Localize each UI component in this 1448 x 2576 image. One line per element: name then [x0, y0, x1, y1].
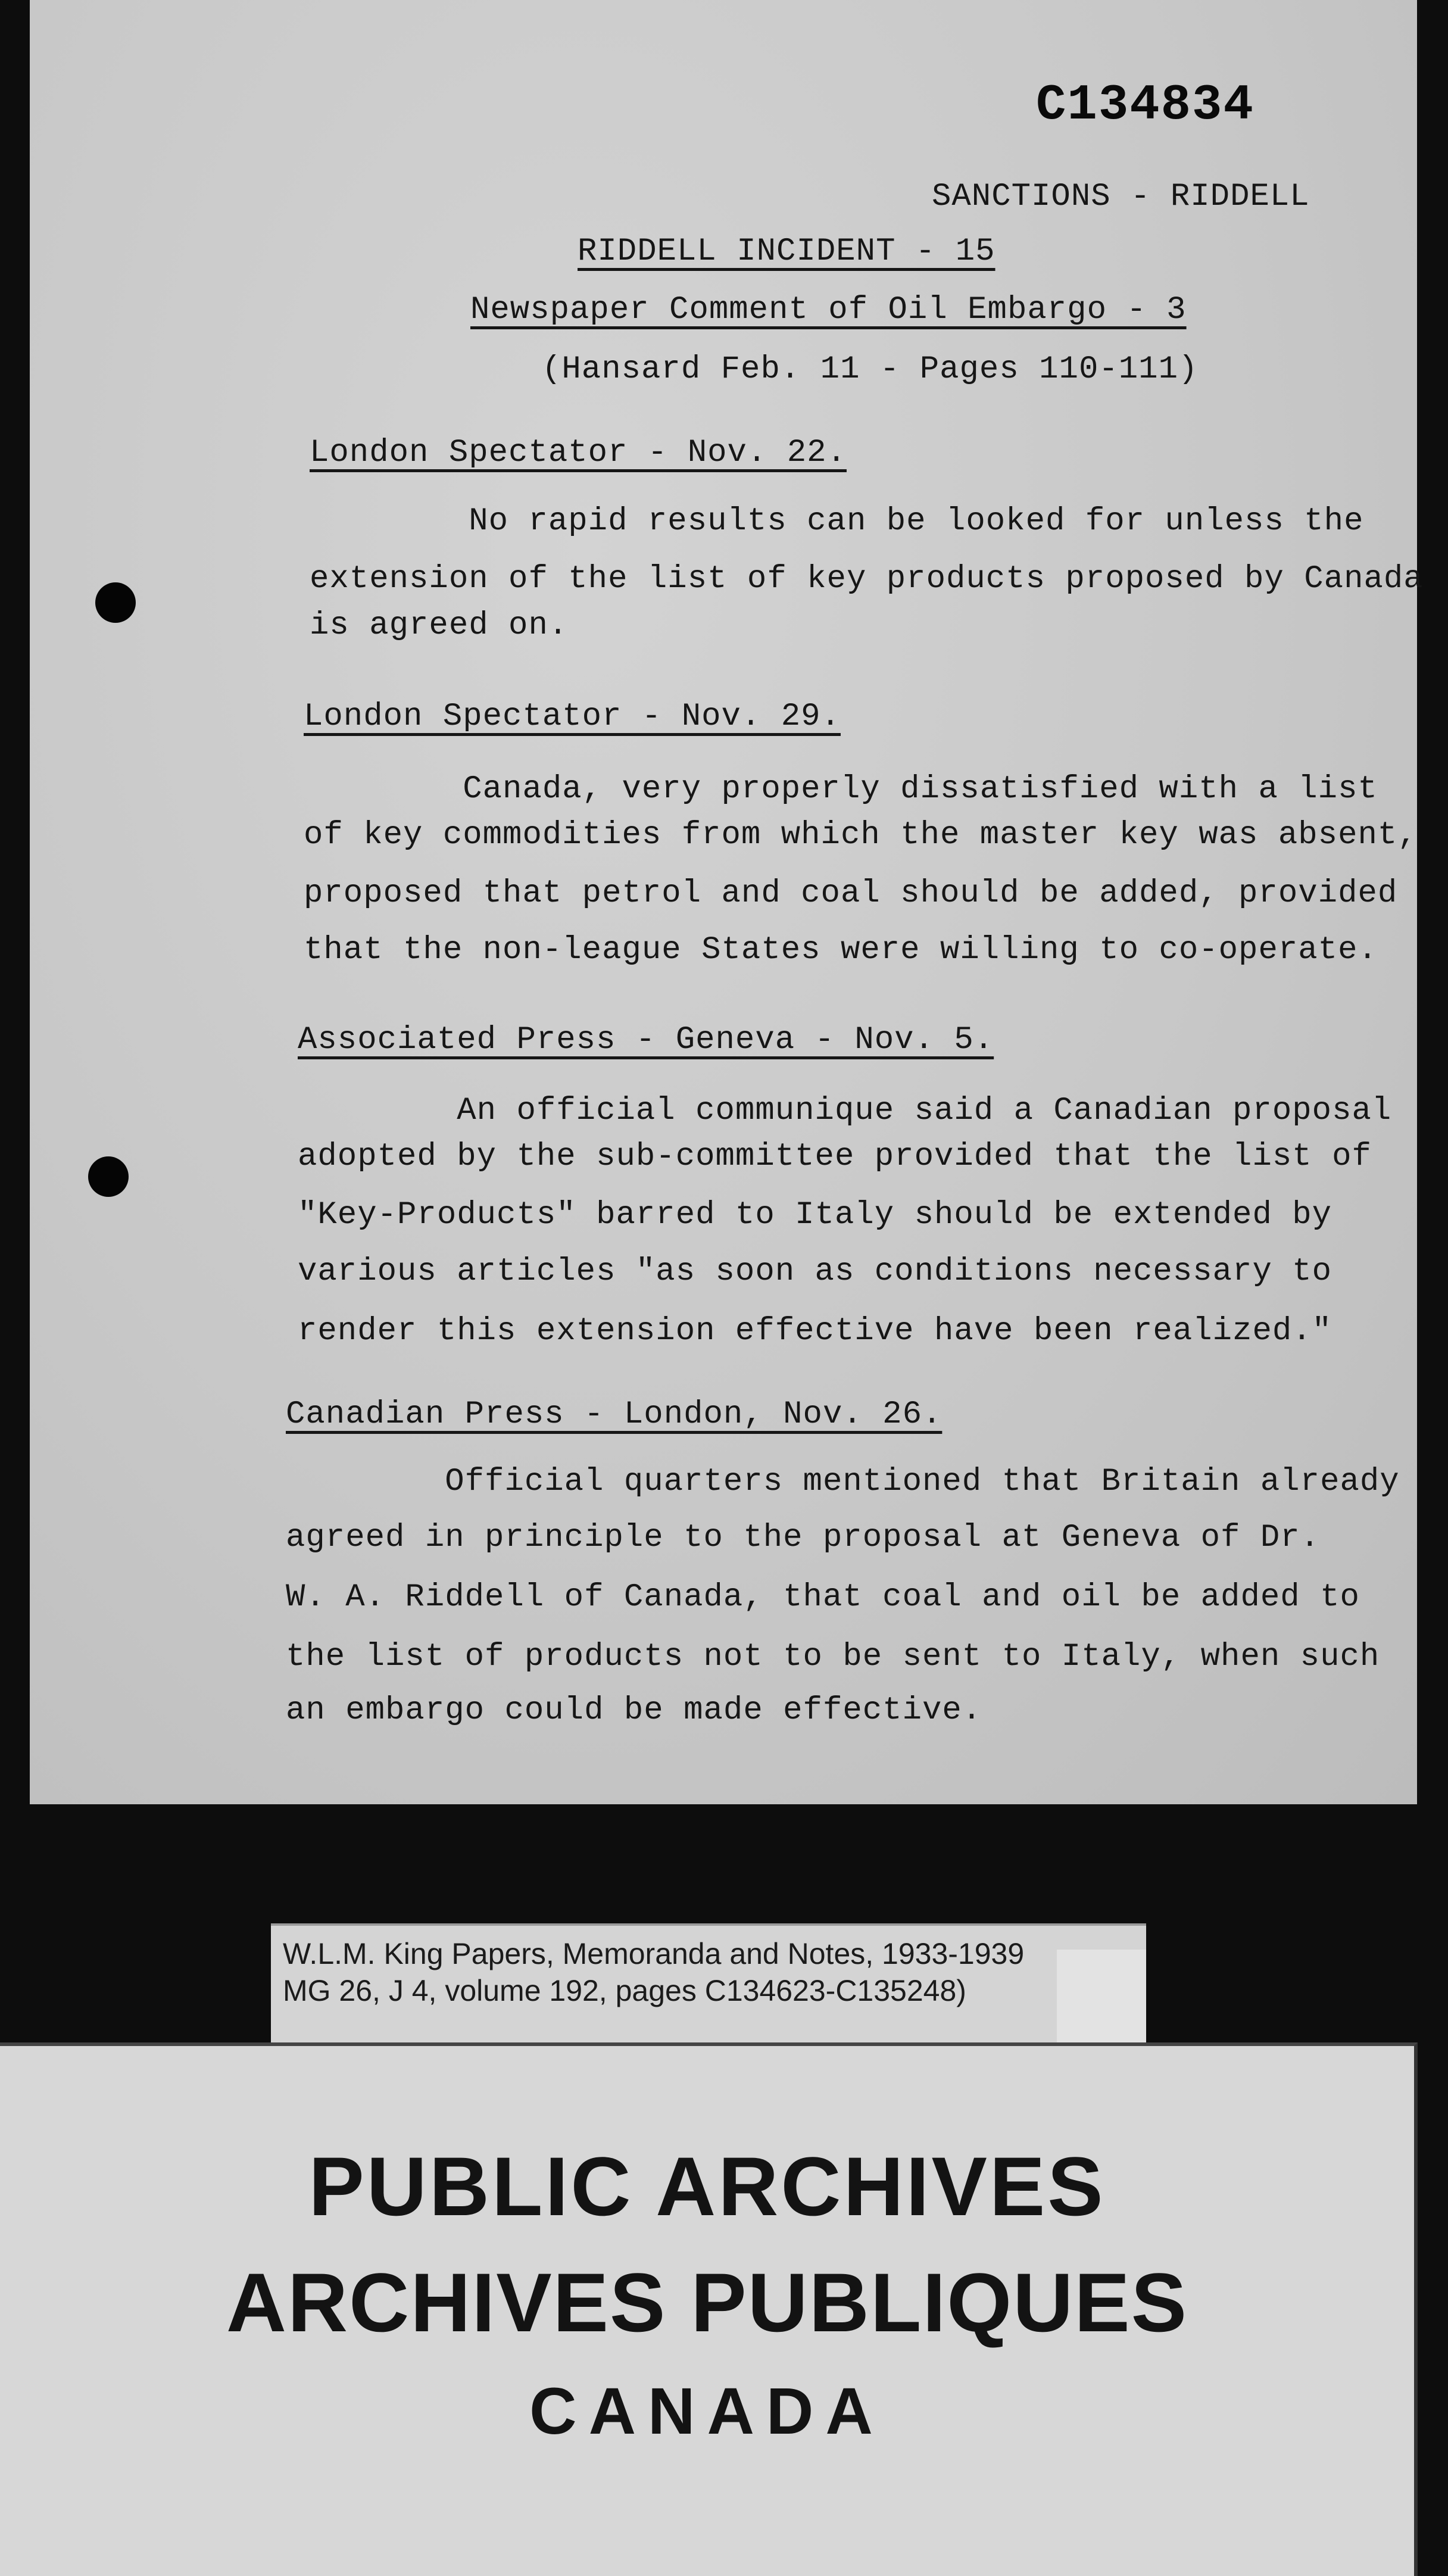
section-line: that the non-league States were willing to co-operate.	[304, 932, 1378, 968]
section-line: is agreed on.	[310, 607, 569, 644]
section-heading: Canadian Press - London, Nov. 26.	[286, 1396, 943, 1433]
archive-label-line: W.L.M. King Papers, Memoranda and Notes, 1933-1939	[283, 1937, 1025, 1970]
section-line: agreed in principle to the proposal at Geneva of Dr.	[286, 1520, 1321, 1556]
section-line: "Key-Products" barred to Italy should be extended by	[298, 1197, 1332, 1233]
document-page	[30, 0, 1424, 1804]
card-title-canada: CANADA	[529, 2375, 885, 2448]
section-line: No rapid results can be looked for unless the	[310, 503, 1364, 539]
punch-hole	[88, 1156, 129, 1197]
section-line: of key commodities from which the master key was absent,	[304, 817, 1418, 853]
tape-piece	[1057, 1950, 1146, 2045]
section-line: Official quarters mentioned that Britain already	[286, 1464, 1400, 1500]
stamp-number: C134834	[1036, 77, 1254, 134]
section-line: Canada, very properly dissatisfied with a list	[304, 771, 1378, 807]
section-line: proposed that petrol and coal should be added, provided	[304, 875, 1398, 912]
section-line: various articles "as soon as conditions necessary to	[298, 1253, 1332, 1290]
section-line: an embargo could be made effective.	[286, 1692, 982, 1729]
section-line: render this extension effective have been realized."	[298, 1313, 1332, 1349]
section-line: extension of the list of key products proposed by Canada	[310, 561, 1424, 597]
document-subtitle: Newspaper Comment of Oil Embargo - 3	[470, 292, 1187, 328]
punch-hole	[95, 582, 136, 623]
section-line: adopted by the sub-committee provided that the list of	[298, 1139, 1372, 1175]
document-title: RIDDELL INCIDENT - 15	[578, 233, 996, 270]
card-title-french: ARCHIVES PUBLIQUES	[226, 2256, 1188, 2349]
archive-label-line: MG 26, J 4, volume 192, pages C134623-C135248)	[283, 1974, 966, 2007]
archive-reference-label	[271, 1923, 1146, 2045]
file-heading: SANCTIONS - RIDDELL	[932, 179, 1310, 215]
section-heading: London Spectator - Nov. 22.	[310, 435, 847, 471]
section-line: W. A. Riddell of Canada, that coal and oil be added to	[286, 1579, 1360, 1616]
section-heading: London Spectator - Nov. 29.	[304, 698, 841, 735]
archives-card	[0, 2042, 1418, 2576]
section-heading: Associated Press - Geneva - Nov. 5.	[298, 1022, 994, 1058]
hansard-reference: (Hansard Feb. 11 - Pages 110-111)	[542, 351, 1199, 388]
section-line: An official communique said a Canadian proposal	[298, 1093, 1392, 1129]
card-title-english: PUBLIC ARCHIVES	[308, 2140, 1106, 2233]
section-line: the list of products not to be sent to Italy, when such	[286, 1639, 1380, 1675]
